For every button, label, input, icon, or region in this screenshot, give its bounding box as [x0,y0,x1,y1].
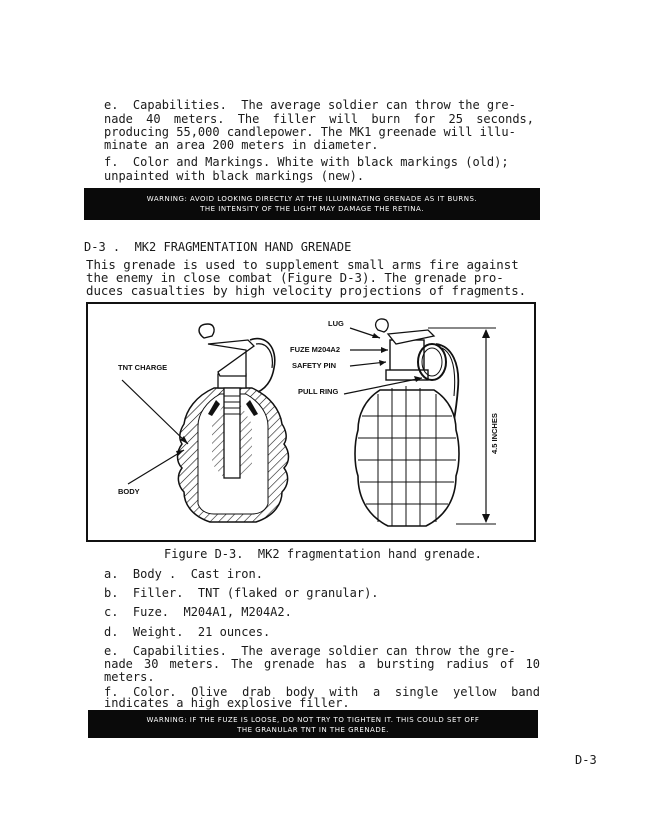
para-e-old-line: producing 55,000 candlepower. The MK1 greenade will illu- [104,125,516,139]
warning-line: THE GRANULAR TNT IN THE GRENADE. [237,726,389,734]
section-heading: D-3 . MK2 FRAGMENTATION HAND GRENADE [84,240,352,254]
intro-line: This grenade is used to supplement small arms fire against [86,257,519,272]
figure-caption: Figure D-3. MK2 fragmentation hand grenade. [164,547,482,561]
warning-box-fuze [88,710,538,738]
warning-line: WARNING: AVOID LOOKING DIRECTLY AT THE ILLUMINATING GRENADE AS IT BURNS. [146,195,478,203]
spec-weight: d. Weight. 21 ounces. [104,625,271,639]
label-lug: LUG [328,319,344,328]
spec-fuze: c. Fuze. M204A1, M204A2. [104,605,292,619]
para-e-old-line: e. Capabilities. The average soldier can throw the gre- [104,98,516,112]
label-tnt-charge: TNT CHARGE [118,363,168,372]
spec-filler: b. Filler. TNT (flaked or granular). [104,586,379,600]
page-number: D-3 [575,753,597,767]
spec-body: a. Body . Cast iron. [104,567,263,581]
label-body: BODY [118,487,140,496]
grenade-illustration [88,304,534,540]
para-e-old-line: minate an area 200 meters in diameter. [104,138,379,152]
para-f-new-line: indicates a high explosive filler. [104,696,350,710]
warning-box-illumination [84,188,540,220]
label-safety-pin: SAFETY PIN [292,361,337,370]
intro-line: the enemy in close combat (Figure D-3). The grenade pro- [86,270,504,285]
para-e-new-line: meters. [104,670,155,684]
label-height: 4.5 INCHES [490,413,499,454]
para-f-old-line: unpainted with black markings (new). [104,169,365,183]
external-grenade [344,319,459,526]
para-e-old-line: nade 40 meters. The filler will burn for 25 seconds, [104,112,534,126]
cutaway-grenade [122,324,289,522]
label-pull-ring: PULL RING [298,387,339,396]
warning-line: THE INTENSITY OF THE LIGHT MAY DAMAGE THE RETINA. [200,205,424,213]
intro-line: duces casualties by high velocity projections of fragments. [86,283,527,298]
para-f-new-line: f. Color. Olive drab body with a single yellow band [104,685,540,699]
warning-line: WARNING: IF THE FUZE IS LOOSE, DO NOT TRY TO TIGHTEN IT. THIS COULD SET OFF [146,716,480,724]
label-fuze: FUZE M204A2 [290,345,341,354]
para-e-new-line: nade 30 meters. The grenade has a bursting radius of 10 [104,657,540,671]
para-f-old-line: f. Color and Markings. White with black markings (old); [104,155,509,169]
para-e-new-line: e. Capabilities. The average soldier can throw the gre- [104,644,516,658]
